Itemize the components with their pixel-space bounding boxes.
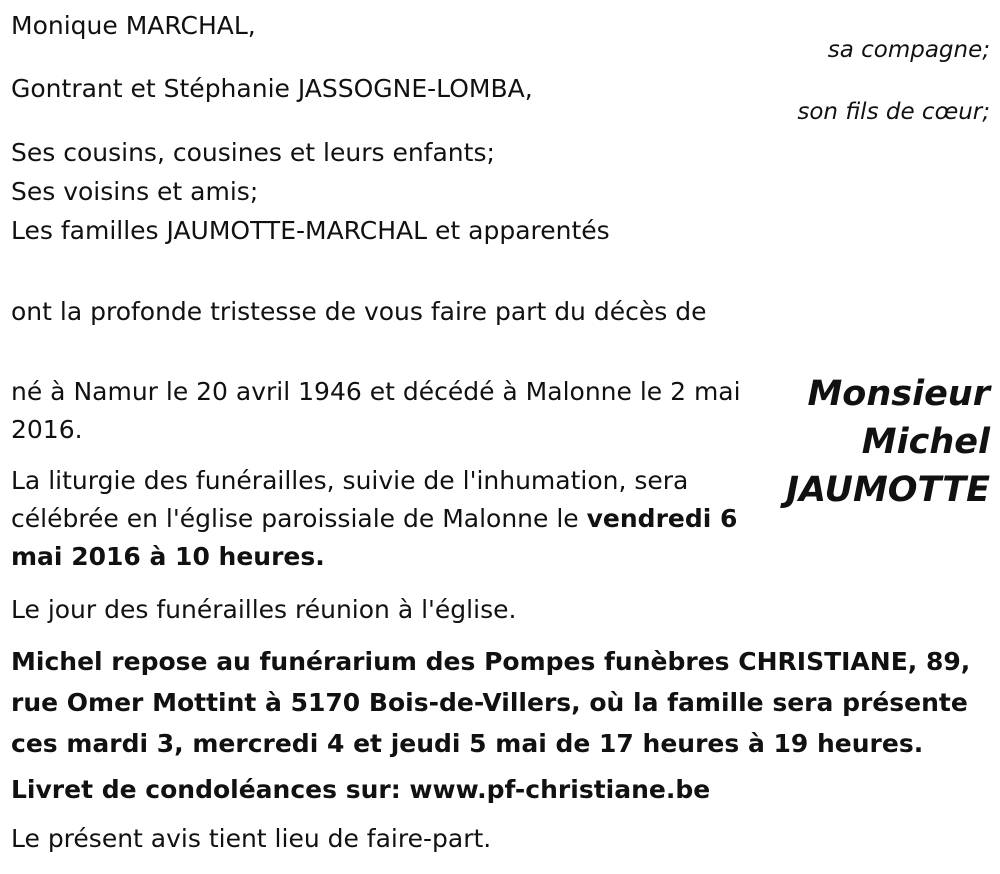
liturgy-text: La liturgie des funérailles, suivie de l'inhumation, sera célébrée en l'église paroissiale de Malonne le <box>11 466 689 533</box>
family-neighbours: Ses voisins et amis; <box>11 177 259 206</box>
funerarium-text: Michel repose au funérarium des Pompes funèbres CHRISTIANE, 89, rue Omer Mottint à 5170 Bois-de-Villers, où la famille sera présente ces mardi 3, mercredi 4 et jeudi 5 mai de 17 heures à 19 heures. <box>11 647 971 758</box>
liturgy-date: vendredi 6 mai 2016 à 10 heures. <box>11 504 738 571</box>
family-relatives: Les familles JAUMOTTE-MARCHAL et apparentés <box>11 216 610 245</box>
deceased-name-block <box>786 370 990 514</box>
son-name: Gontrant et Stéphanie JASSOGNE-LOMBA, <box>11 74 533 103</box>
companion-role: sa compagne; <box>827 37 990 63</box>
liturgy-paragraph <box>11 462 761 576</box>
notice-text: Le présent avis tient lieu de faire-part. <box>11 824 492 853</box>
companion-name: Monique MARCHAL, <box>11 11 256 40</box>
deceased-first-name: Michel <box>861 422 990 462</box>
condolences-text: Livret de condoléances sur: www.pf-christiane.be <box>11 775 711 804</box>
birth-death-text: né à Namur le 20 avril 1946 et décédé à Malonne le 2 mai 2016. <box>11 377 741 444</box>
son-role: son fils de cœur; <box>797 99 990 125</box>
deceased-title: Monsieur <box>807 374 990 414</box>
family-cousins: Ses cousins, cousines et leurs enfants; <box>11 138 495 167</box>
deceased-last-name: JAUMOTTE <box>785 470 990 510</box>
announcement-text: ont la profonde tristesse de vous faire part du décès de <box>11 297 707 326</box>
reunion-text: Le jour des funérailles réunion à l'église. <box>11 595 517 624</box>
